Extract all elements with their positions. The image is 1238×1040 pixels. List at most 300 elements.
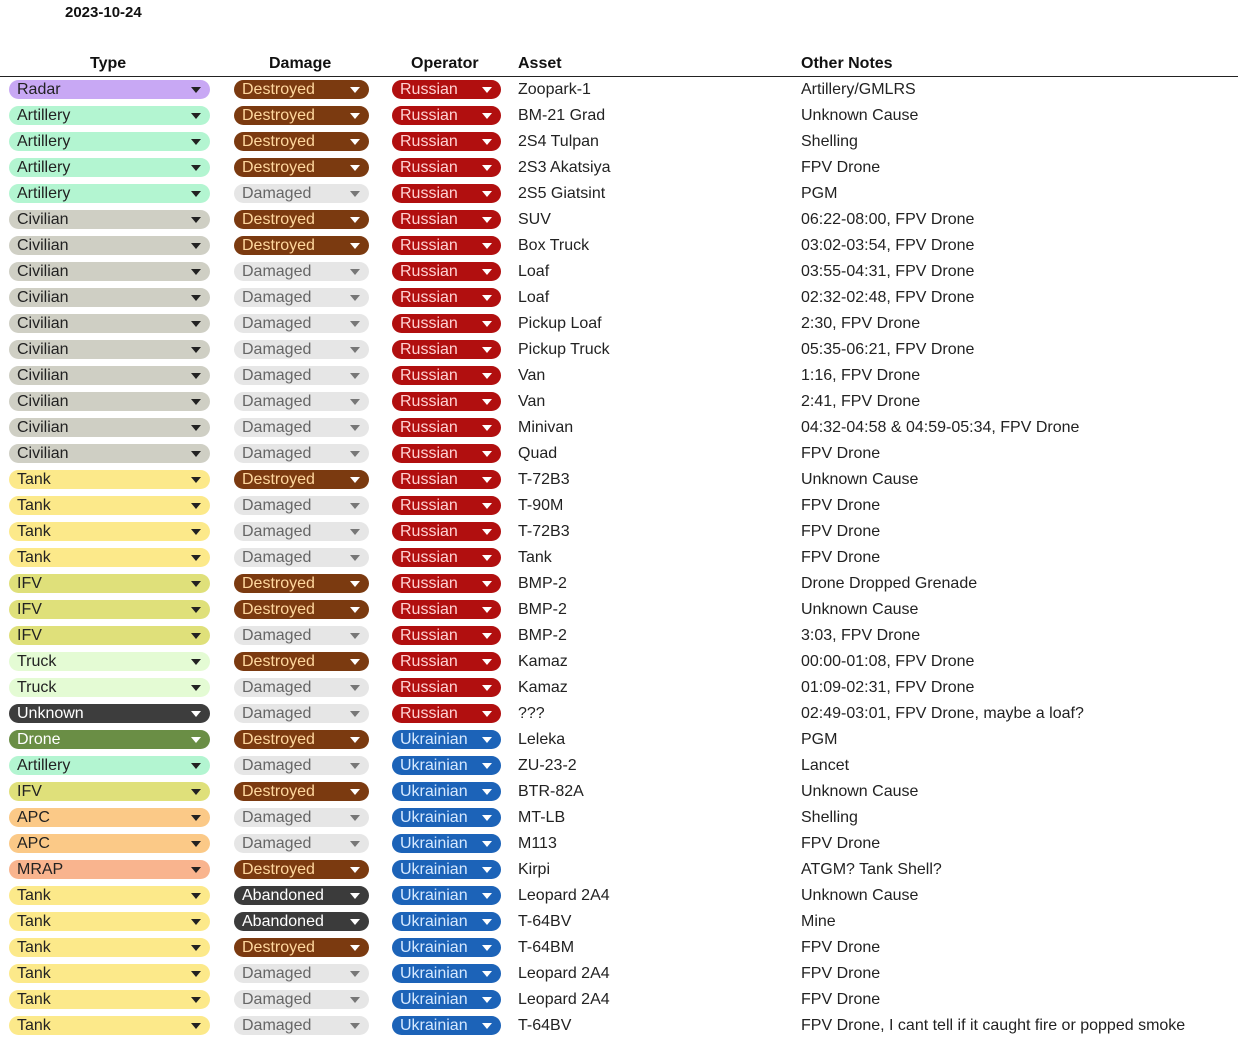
type-dropdown[interactable]	[9, 236, 210, 255]
dropdown-arrow-icon[interactable]	[482, 815, 492, 821]
asset-cell[interactable]: Quad	[518, 445, 558, 462]
asset-cell[interactable]: Leopard 2A4	[518, 887, 610, 904]
dropdown-arrow-icon[interactable]	[482, 945, 492, 951]
type-dropdown[interactable]	[9, 210, 210, 229]
dropdown-arrow-icon[interactable]	[350, 243, 360, 249]
notes-cell[interactable]: FPV Drone	[801, 965, 881, 982]
dropdown-arrow-icon[interactable]	[350, 633, 360, 639]
damage-dropdown[interactable]	[234, 444, 369, 463]
dropdown-arrow-icon[interactable]	[191, 321, 201, 327]
dropdown-arrow-icon[interactable]	[191, 971, 201, 977]
operator-dropdown[interactable]	[392, 600, 501, 619]
damage-dropdown[interactable]	[234, 288, 369, 307]
dropdown-arrow-icon[interactable]	[191, 997, 201, 1003]
asset-cell[interactable]: Loaf	[518, 289, 550, 306]
header-other-notes[interactable]: Other Notes	[801, 55, 893, 72]
type-dropdown[interactable]	[9, 496, 210, 515]
dropdown-arrow-icon[interactable]	[482, 685, 492, 691]
dropdown-arrow-icon[interactable]	[191, 451, 201, 457]
dropdown-arrow-icon[interactable]	[482, 607, 492, 613]
dropdown-arrow-icon[interactable]	[350, 503, 360, 509]
notes-cell[interactable]: Shelling	[801, 809, 858, 826]
dropdown-arrow-icon[interactable]	[482, 763, 492, 769]
asset-cell[interactable]: Tank	[518, 549, 552, 566]
dropdown-arrow-icon[interactable]	[191, 919, 201, 925]
dropdown-arrow-icon[interactable]	[482, 633, 492, 639]
asset-cell[interactable]: Leopard 2A4	[518, 965, 610, 982]
type-dropdown[interactable]	[9, 262, 210, 281]
dropdown-arrow-icon[interactable]	[350, 295, 360, 301]
asset-cell[interactable]: T-64BV	[518, 913, 572, 930]
dropdown-arrow-icon[interactable]	[191, 945, 201, 951]
operator-dropdown[interactable]	[392, 1016, 501, 1035]
dropdown-arrow-icon[interactable]	[482, 113, 492, 119]
notes-cell[interactable]: FPV Drone	[801, 549, 881, 566]
asset-cell[interactable]: SUV	[518, 211, 551, 228]
damage-dropdown[interactable]	[234, 964, 369, 983]
type-dropdown[interactable]	[9, 1016, 210, 1035]
notes-cell[interactable]: Shelling	[801, 133, 858, 150]
damage-dropdown[interactable]	[234, 834, 369, 853]
dropdown-arrow-icon[interactable]	[350, 425, 360, 431]
dropdown-arrow-icon[interactable]	[350, 529, 360, 535]
damage-dropdown[interactable]	[234, 990, 369, 1009]
notes-cell[interactable]: 2:41, FPV Drone	[801, 393, 921, 410]
notes-cell[interactable]: FPV Drone	[801, 497, 881, 514]
operator-dropdown[interactable]	[392, 912, 501, 931]
operator-dropdown[interactable]	[392, 990, 501, 1009]
notes-cell[interactable]: ATGM? Tank Shell?	[801, 861, 942, 878]
dropdown-arrow-icon[interactable]	[482, 399, 492, 405]
notes-cell[interactable]: Drone Dropped Grenade	[801, 575, 978, 592]
asset-cell[interactable]: Leleka	[518, 731, 566, 748]
type-dropdown[interactable]	[9, 418, 210, 437]
notes-cell[interactable]: 1:16, FPV Drone	[801, 367, 921, 384]
operator-dropdown[interactable]	[392, 236, 501, 255]
damage-dropdown[interactable]	[234, 938, 369, 957]
dropdown-arrow-icon[interactable]	[482, 451, 492, 457]
operator-dropdown[interactable]	[392, 444, 501, 463]
operator-dropdown[interactable]	[392, 132, 501, 151]
notes-cell[interactable]: 3:03, FPV Drone	[801, 627, 921, 644]
dropdown-arrow-icon[interactable]	[191, 1023, 201, 1029]
notes-cell[interactable]: FPV Drone, I cant tell if it caught fire or popped smoke	[801, 1017, 1186, 1034]
operator-dropdown[interactable]	[392, 756, 501, 775]
notes-cell[interactable]: Mine	[801, 913, 836, 930]
dropdown-arrow-icon[interactable]	[350, 581, 360, 587]
damage-dropdown[interactable]	[234, 106, 369, 125]
asset-cell[interactable]: Leopard 2A4	[518, 991, 610, 1008]
type-dropdown[interactable]	[9, 444, 210, 463]
dropdown-arrow-icon[interactable]	[482, 971, 492, 977]
operator-dropdown[interactable]	[392, 340, 501, 359]
asset-cell[interactable]: Pickup Truck	[518, 341, 610, 358]
dropdown-arrow-icon[interactable]	[482, 347, 492, 353]
asset-cell[interactable]: 2S3 Akatsiya	[518, 159, 611, 176]
dropdown-arrow-icon[interactable]	[482, 191, 492, 197]
type-dropdown[interactable]	[9, 652, 210, 671]
asset-cell[interactable]: T-64BM	[518, 939, 575, 956]
asset-cell[interactable]: Kirpi	[518, 861, 551, 878]
notes-cell[interactable]: PGM	[801, 185, 838, 202]
dropdown-arrow-icon[interactable]	[191, 763, 201, 769]
dropdown-arrow-icon[interactable]	[350, 113, 360, 119]
type-dropdown[interactable]	[9, 964, 210, 983]
damage-dropdown[interactable]	[234, 184, 369, 203]
dropdown-arrow-icon[interactable]	[350, 451, 360, 457]
damage-dropdown[interactable]	[234, 470, 369, 489]
dropdown-arrow-icon[interactable]	[482, 139, 492, 145]
dropdown-arrow-icon[interactable]	[350, 971, 360, 977]
notes-cell[interactable]: 03:55-04:31, FPV Drone	[801, 263, 975, 280]
notes-cell[interactable]: FPV Drone	[801, 835, 881, 852]
notes-cell[interactable]: 04:32-04:58 & 04:59-05:34, FPV Drone	[801, 419, 1080, 436]
type-dropdown[interactable]	[9, 704, 210, 723]
dropdown-arrow-icon[interactable]	[191, 373, 201, 379]
asset-cell[interactable]: Zoopark-1	[518, 81, 591, 98]
dropdown-arrow-icon[interactable]	[191, 425, 201, 431]
operator-dropdown[interactable]	[392, 704, 501, 723]
notes-cell[interactable]: Unknown Cause	[801, 471, 919, 488]
dropdown-arrow-icon[interactable]	[350, 945, 360, 951]
dropdown-arrow-icon[interactable]	[482, 867, 492, 873]
dropdown-arrow-icon[interactable]	[482, 269, 492, 275]
damage-dropdown[interactable]	[234, 418, 369, 437]
operator-dropdown[interactable]	[392, 210, 501, 229]
damage-dropdown[interactable]	[234, 782, 369, 801]
damage-dropdown[interactable]	[234, 808, 369, 827]
damage-dropdown[interactable]	[234, 132, 369, 151]
notes-cell[interactable]: 01:09-02:31, FPV Drone	[801, 679, 975, 696]
operator-dropdown[interactable]	[392, 314, 501, 333]
dropdown-arrow-icon[interactable]	[482, 841, 492, 847]
type-dropdown[interactable]	[9, 574, 210, 593]
dropdown-arrow-icon[interactable]	[350, 711, 360, 717]
operator-dropdown[interactable]	[392, 184, 501, 203]
header-asset[interactable]: Asset	[518, 55, 562, 72]
dropdown-arrow-icon[interactable]	[350, 191, 360, 197]
type-dropdown[interactable]	[9, 470, 210, 489]
type-dropdown[interactable]	[9, 366, 210, 385]
damage-dropdown[interactable]	[234, 340, 369, 359]
type-dropdown[interactable]	[9, 756, 210, 775]
notes-cell[interactable]: FPV Drone	[801, 445, 881, 462]
dropdown-arrow-icon[interactable]	[482, 997, 492, 1003]
dropdown-arrow-icon[interactable]	[482, 165, 492, 171]
type-dropdown[interactable]	[9, 626, 210, 645]
dropdown-arrow-icon[interactable]	[191, 789, 201, 795]
dropdown-arrow-icon[interactable]	[350, 1023, 360, 1029]
notes-cell[interactable]: Unknown Cause	[801, 783, 919, 800]
notes-cell[interactable]: FPV Drone	[801, 159, 881, 176]
dropdown-arrow-icon[interactable]	[191, 191, 201, 197]
dropdown-arrow-icon[interactable]	[191, 607, 201, 613]
notes-cell[interactable]: 00:00-01:08, FPV Drone	[801, 653, 975, 670]
dropdown-arrow-icon[interactable]	[350, 555, 360, 561]
asset-cell[interactable]: BM-21 Grad	[518, 107, 606, 124]
damage-dropdown[interactable]	[234, 158, 369, 177]
dropdown-arrow-icon[interactable]	[482, 659, 492, 665]
damage-dropdown[interactable]	[234, 704, 369, 723]
dropdown-arrow-icon[interactable]	[350, 399, 360, 405]
asset-cell[interactable]: M113	[518, 835, 557, 852]
dropdown-arrow-icon[interactable]	[482, 529, 492, 535]
dropdown-arrow-icon[interactable]	[191, 841, 201, 847]
dropdown-arrow-icon[interactable]	[350, 347, 360, 353]
asset-cell[interactable]: BMP-2	[518, 627, 567, 644]
damage-dropdown[interactable]	[234, 548, 369, 567]
operator-dropdown[interactable]	[392, 834, 501, 853]
dropdown-arrow-icon[interactable]	[350, 841, 360, 847]
notes-cell[interactable]: Lancet	[801, 757, 850, 774]
operator-dropdown[interactable]	[392, 548, 501, 567]
dropdown-arrow-icon[interactable]	[482, 243, 492, 249]
type-dropdown[interactable]	[9, 392, 210, 411]
damage-dropdown[interactable]	[234, 262, 369, 281]
dropdown-arrow-icon[interactable]	[191, 685, 201, 691]
operator-dropdown[interactable]	[392, 158, 501, 177]
type-dropdown[interactable]	[9, 782, 210, 801]
operator-dropdown[interactable]	[392, 626, 501, 645]
type-dropdown[interactable]	[9, 990, 210, 1009]
dropdown-arrow-icon[interactable]	[191, 581, 201, 587]
type-dropdown[interactable]	[9, 314, 210, 333]
operator-dropdown[interactable]	[392, 860, 501, 879]
operator-dropdown[interactable]	[392, 418, 501, 437]
dropdown-arrow-icon[interactable]	[482, 711, 492, 717]
operator-dropdown[interactable]	[392, 574, 501, 593]
operator-dropdown[interactable]	[392, 678, 501, 697]
notes-cell[interactable]: 02:49-03:01, FPV Drone, maybe a loaf?	[801, 705, 1084, 722]
dropdown-arrow-icon[interactable]	[191, 555, 201, 561]
asset-cell[interactable]: MT-LB	[518, 809, 566, 826]
notes-cell[interactable]: Unknown Cause	[801, 601, 919, 618]
damage-dropdown[interactable]	[234, 314, 369, 333]
operator-dropdown[interactable]	[392, 886, 501, 905]
dropdown-arrow-icon[interactable]	[191, 113, 201, 119]
asset-cell[interactable]: 2S4 Tulpan	[518, 133, 599, 150]
damage-dropdown[interactable]	[234, 652, 369, 671]
notes-cell[interactable]: FPV Drone	[801, 939, 881, 956]
dropdown-arrow-icon[interactable]	[350, 997, 360, 1003]
notes-cell[interactable]: Unknown Cause	[801, 107, 919, 124]
notes-cell[interactable]: FPV Drone	[801, 523, 881, 540]
dropdown-arrow-icon[interactable]	[191, 399, 201, 405]
dropdown-arrow-icon[interactable]	[350, 919, 360, 925]
dropdown-arrow-icon[interactable]	[191, 633, 201, 639]
dropdown-arrow-icon[interactable]	[482, 581, 492, 587]
operator-dropdown[interactable]	[392, 808, 501, 827]
damage-dropdown[interactable]	[234, 678, 369, 697]
dropdown-arrow-icon[interactable]	[350, 139, 360, 145]
asset-cell[interactable]: Van	[518, 393, 546, 410]
dropdown-arrow-icon[interactable]	[350, 87, 360, 93]
operator-dropdown[interactable]	[392, 106, 501, 125]
dropdown-arrow-icon[interactable]	[482, 555, 492, 561]
dropdown-arrow-icon[interactable]	[191, 893, 201, 899]
asset-cell[interactable]: Kamaz	[518, 679, 568, 696]
damage-dropdown[interactable]	[234, 730, 369, 749]
dropdown-arrow-icon[interactable]	[482, 503, 492, 509]
header-operator[interactable]: Operator	[411, 55, 479, 72]
notes-cell[interactable]: PGM	[801, 731, 838, 748]
dropdown-arrow-icon[interactable]	[350, 607, 360, 613]
damage-dropdown[interactable]	[234, 912, 369, 931]
dropdown-arrow-icon[interactable]	[191, 87, 201, 93]
dropdown-arrow-icon[interactable]	[191, 347, 201, 353]
notes-cell[interactable]: Artillery/GMLRS	[801, 81, 916, 98]
asset-cell[interactable]: Minivan	[518, 419, 574, 436]
operator-dropdown[interactable]	[392, 392, 501, 411]
dropdown-arrow-icon[interactable]	[350, 477, 360, 483]
dropdown-arrow-icon[interactable]	[482, 789, 492, 795]
dropdown-arrow-icon[interactable]	[482, 373, 492, 379]
damage-dropdown[interactable]	[234, 600, 369, 619]
dropdown-arrow-icon[interactable]	[191, 139, 201, 145]
type-dropdown[interactable]	[9, 808, 210, 827]
dropdown-arrow-icon[interactable]	[482, 919, 492, 925]
damage-dropdown[interactable]	[234, 626, 369, 645]
damage-dropdown[interactable]	[234, 886, 369, 905]
asset-cell[interactable]: Van	[518, 367, 546, 384]
operator-dropdown[interactable]	[392, 470, 501, 489]
type-dropdown[interactable]	[9, 340, 210, 359]
dropdown-arrow-icon[interactable]	[350, 763, 360, 769]
dropdown-arrow-icon[interactable]	[350, 893, 360, 899]
operator-dropdown[interactable]	[392, 496, 501, 515]
damage-dropdown[interactable]	[234, 522, 369, 541]
damage-dropdown[interactable]	[234, 236, 369, 255]
type-dropdown[interactable]	[9, 522, 210, 541]
dropdown-arrow-icon[interactable]	[191, 503, 201, 509]
operator-dropdown[interactable]	[392, 938, 501, 957]
dropdown-arrow-icon[interactable]	[191, 243, 201, 249]
notes-cell[interactable]: 05:35-06:21, FPV Drone	[801, 341, 975, 358]
dropdown-arrow-icon[interactable]	[482, 893, 492, 899]
header-damage[interactable]: Damage	[269, 55, 332, 72]
operator-dropdown[interactable]	[392, 522, 501, 541]
damage-dropdown[interactable]	[234, 1016, 369, 1035]
type-dropdown[interactable]	[9, 184, 210, 203]
dropdown-arrow-icon[interactable]	[350, 217, 360, 223]
notes-cell[interactable]: 03:02-03:54, FPV Drone	[801, 237, 975, 254]
asset-cell[interactable]: BTR-82A	[518, 783, 584, 800]
type-dropdown[interactable]	[9, 886, 210, 905]
dropdown-arrow-icon[interactable]	[482, 737, 492, 743]
asset-cell[interactable]: T-72B3	[518, 471, 570, 488]
dropdown-arrow-icon[interactable]	[482, 87, 492, 93]
asset-cell[interactable]: ZU-23-2	[518, 757, 577, 774]
dropdown-arrow-icon[interactable]	[191, 269, 201, 275]
header-type[interactable]: Type	[90, 55, 127, 72]
operator-dropdown[interactable]	[392, 730, 501, 749]
notes-cell[interactable]: 06:22-08:00, FPV Drone	[801, 211, 975, 228]
dropdown-arrow-icon[interactable]	[191, 815, 201, 821]
type-dropdown[interactable]	[9, 288, 210, 307]
asset-cell[interactable]: Box Truck	[518, 237, 590, 254]
asset-cell[interactable]: BMP-2	[518, 575, 567, 592]
type-dropdown[interactable]	[9, 730, 210, 749]
asset-cell[interactable]: BMP-2	[518, 601, 567, 618]
damage-dropdown[interactable]	[234, 80, 369, 99]
operator-dropdown[interactable]	[392, 80, 501, 99]
dropdown-arrow-icon[interactable]	[482, 425, 492, 431]
damage-dropdown[interactable]	[234, 210, 369, 229]
asset-cell[interactable]: ???	[518, 705, 545, 722]
type-dropdown[interactable]	[9, 912, 210, 931]
asset-cell[interactable]: T-90M	[518, 497, 564, 514]
operator-dropdown[interactable]	[392, 652, 501, 671]
damage-dropdown[interactable]	[234, 392, 369, 411]
type-dropdown[interactable]	[9, 938, 210, 957]
damage-dropdown[interactable]	[234, 366, 369, 385]
dropdown-arrow-icon[interactable]	[350, 789, 360, 795]
operator-dropdown[interactable]	[392, 288, 501, 307]
type-dropdown[interactable]	[9, 678, 210, 697]
damage-dropdown[interactable]	[234, 860, 369, 879]
asset-cell[interactable]: Kamaz	[518, 653, 568, 670]
dropdown-arrow-icon[interactable]	[482, 477, 492, 483]
operator-dropdown[interactable]	[392, 964, 501, 983]
type-dropdown[interactable]	[9, 860, 210, 879]
dropdown-arrow-icon[interactable]	[350, 269, 360, 275]
dropdown-arrow-icon[interactable]	[350, 685, 360, 691]
type-dropdown[interactable]	[9, 132, 210, 151]
dropdown-arrow-icon[interactable]	[191, 477, 201, 483]
notes-cell[interactable]: FPV Drone	[801, 991, 881, 1008]
operator-dropdown[interactable]	[392, 782, 501, 801]
dropdown-arrow-icon[interactable]	[482, 217, 492, 223]
dropdown-arrow-icon[interactable]	[191, 659, 201, 665]
dropdown-arrow-icon[interactable]	[350, 321, 360, 327]
dropdown-arrow-icon[interactable]	[191, 867, 201, 873]
type-dropdown[interactable]	[9, 158, 210, 177]
asset-cell[interactable]: T-72B3	[518, 523, 570, 540]
type-dropdown[interactable]	[9, 106, 210, 125]
dropdown-arrow-icon[interactable]	[482, 1023, 492, 1029]
operator-dropdown[interactable]	[392, 262, 501, 281]
dropdown-arrow-icon[interactable]	[350, 737, 360, 743]
asset-cell[interactable]: T-64BV	[518, 1017, 572, 1034]
type-dropdown[interactable]	[9, 600, 210, 619]
dropdown-arrow-icon[interactable]	[350, 659, 360, 665]
dropdown-arrow-icon[interactable]	[482, 321, 492, 327]
dropdown-arrow-icon[interactable]	[191, 737, 201, 743]
dropdown-arrow-icon[interactable]	[350, 165, 360, 171]
asset-cell[interactable]: Pickup Loaf	[518, 315, 602, 332]
notes-cell[interactable]: Unknown Cause	[801, 887, 919, 904]
dropdown-arrow-icon[interactable]	[191, 529, 201, 535]
dropdown-arrow-icon[interactable]	[350, 815, 360, 821]
type-dropdown[interactable]	[9, 548, 210, 567]
notes-cell[interactable]: 02:32-02:48, FPV Drone	[801, 289, 975, 306]
dropdown-arrow-icon[interactable]	[350, 867, 360, 873]
dropdown-arrow-icon[interactable]	[191, 165, 201, 171]
operator-dropdown[interactable]	[392, 366, 501, 385]
dropdown-arrow-icon[interactable]	[191, 711, 201, 717]
type-dropdown[interactable]	[9, 80, 210, 99]
dropdown-arrow-icon[interactable]	[482, 295, 492, 301]
asset-cell[interactable]: Loaf	[518, 263, 550, 280]
dropdown-arrow-icon[interactable]	[191, 217, 201, 223]
asset-cell[interactable]: 2S5 Giatsint	[518, 185, 606, 202]
damage-dropdown[interactable]	[234, 496, 369, 515]
damage-dropdown[interactable]	[234, 756, 369, 775]
dropdown-arrow-icon[interactable]	[350, 373, 360, 379]
type-dropdown[interactable]	[9, 834, 210, 853]
damage-dropdown[interactable]	[234, 574, 369, 593]
dropdown-arrow-icon[interactable]	[191, 295, 201, 301]
